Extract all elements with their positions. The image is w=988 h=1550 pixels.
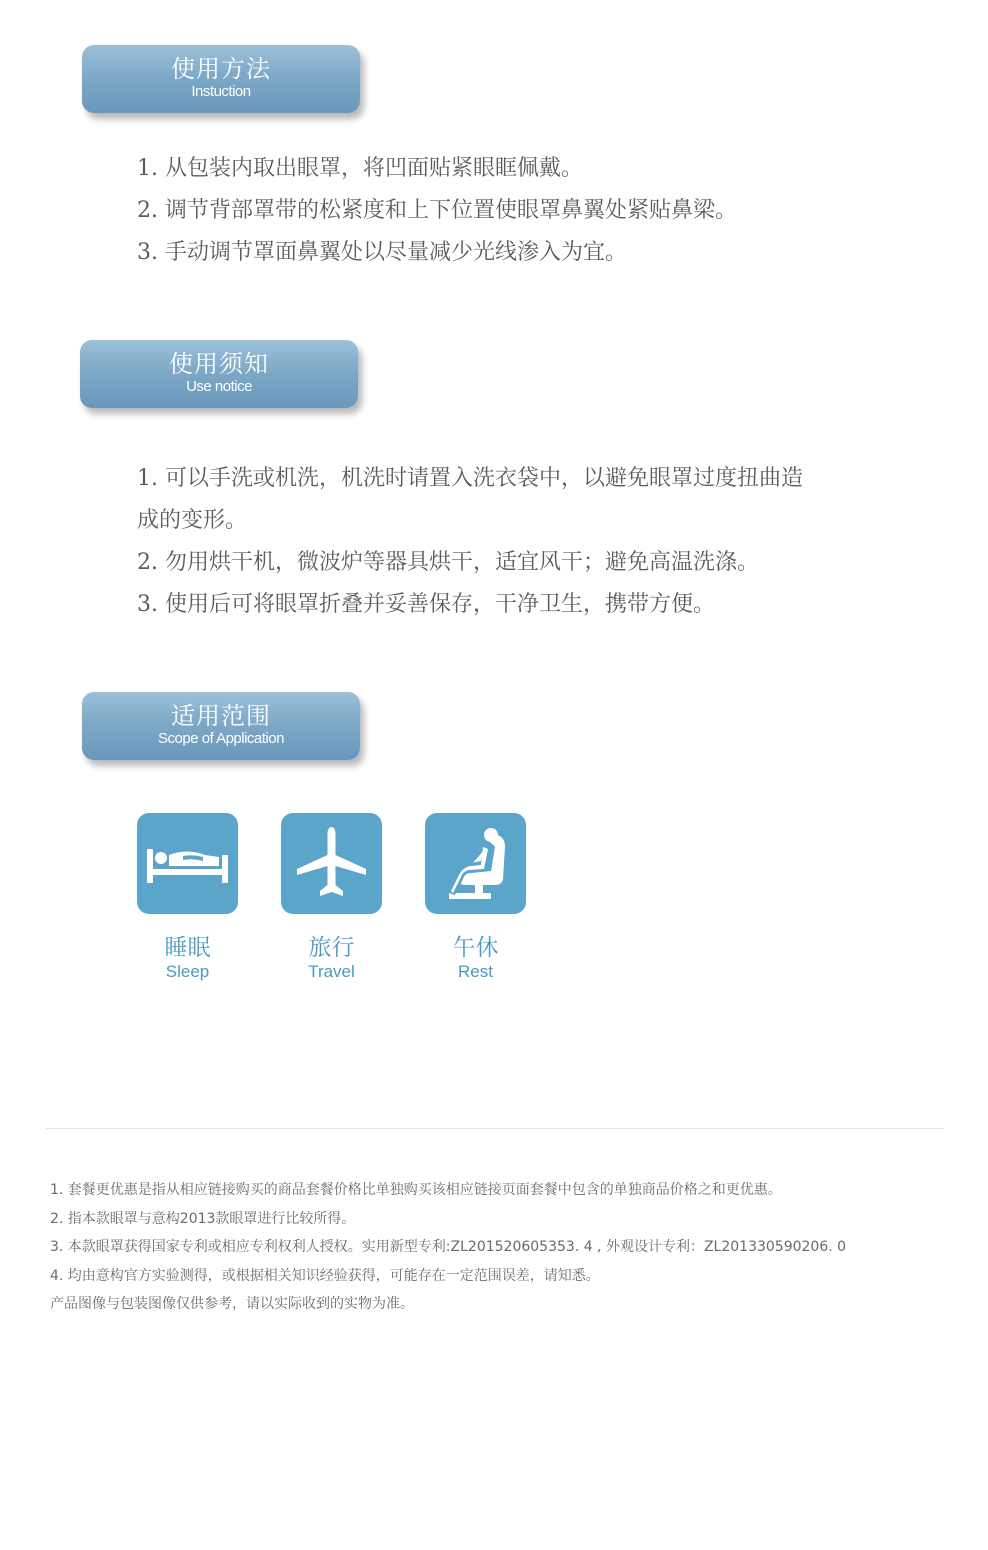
list-item <box>137 584 907 626</box>
section-badge-notice <box>80 340 358 408</box>
scope-label-rest <box>425 934 526 982</box>
list-item <box>137 458 907 542</box>
footnote: 2. 指本款眼罩与意构2013款眼罩进行比较所得。 <box>50 1210 356 1227</box>
footnote: 4. 均由意构官方实验测得，或根据相关知识经验获得，可能存在一定范围误差，请知悉。 <box>50 1267 600 1284</box>
label-en: Sleep <box>165 962 210 981</box>
airplane-icon <box>281 813 382 914</box>
item-text: 调节背部罩带的松紧度和上下位置使眼罩鼻翼处紧贴鼻梁。 <box>165 198 738 223</box>
item-text: 从包装内取出眼罩，将凹面贴紧眼眶佩戴。 <box>165 156 584 181</box>
item-text: 勿用烘干机，微波炉等器具烘干，适宜风干；避免高温洗涤。 <box>165 550 760 575</box>
item-number: 1. <box>137 156 158 181</box>
footnotes <box>50 1176 846 1319</box>
section-title-en: Use notice <box>186 378 252 395</box>
footnote: 产品图像与包装图像仅供参考，请以实际收到的实物为准。 <box>50 1296 414 1312</box>
bed-icon <box>137 813 238 914</box>
instruction-list <box>137 148 907 274</box>
list-item <box>137 190 907 232</box>
footer-divider <box>46 1128 944 1129</box>
list-item <box>137 232 907 274</box>
item-text-continued: 成的变形。 <box>137 508 248 533</box>
section-title-cn: 使用须知 <box>169 350 269 378</box>
label-cn: 旅行 <box>308 935 355 961</box>
item-number: 1. <box>137 466 158 491</box>
footnote: 1. 套餐更优惠是指从相应链接购买的商品套餐价格比单独购买该相应链接页面套餐中包含的单独商品价格之和更优惠。 <box>50 1182 782 1198</box>
list-item <box>137 542 907 584</box>
item-number: 3. <box>137 240 158 265</box>
scope-label-travel <box>281 934 382 982</box>
section-title-cn: 使用方法 <box>171 55 271 83</box>
section-title-en: Scope of Application <box>158 730 284 747</box>
seated-person-icon <box>425 813 526 914</box>
section-title-en: Instuction <box>191 83 251 100</box>
notice-list <box>137 458 907 626</box>
label-en: Travel <box>308 962 355 981</box>
section-title-cn: 适用范围 <box>171 702 271 730</box>
label-en: Rest <box>458 962 493 981</box>
list-item <box>137 148 907 190</box>
item-text: 手动调节罩面鼻翼处以尽量减少光线渗入为宜。 <box>165 240 628 265</box>
item-number: 2. <box>137 198 158 223</box>
section-badge-instruction <box>82 45 360 113</box>
section-badge-scope <box>82 692 360 760</box>
scope-label-sleep <box>137 934 238 982</box>
label-cn: 午休 <box>452 935 499 961</box>
item-text: 可以手洗或机洗，机洗时请置入洗衣袋中，以避免眼罩过度扭曲造 <box>165 466 804 491</box>
item-number: 3. <box>137 592 158 617</box>
footnote: 3. 本款眼罩获得国家专利或相应专利权利人授权。实用新型专利:ZL201520605353. 4 , 外观设计专利：ZL201330590206. 0 <box>50 1239 847 1255</box>
item-number: 2. <box>137 550 158 575</box>
label-cn: 睡眠 <box>164 935 211 961</box>
item-text: 使用后可将眼罩折叠并妥善保存，干净卫生，携带方便。 <box>165 592 716 617</box>
